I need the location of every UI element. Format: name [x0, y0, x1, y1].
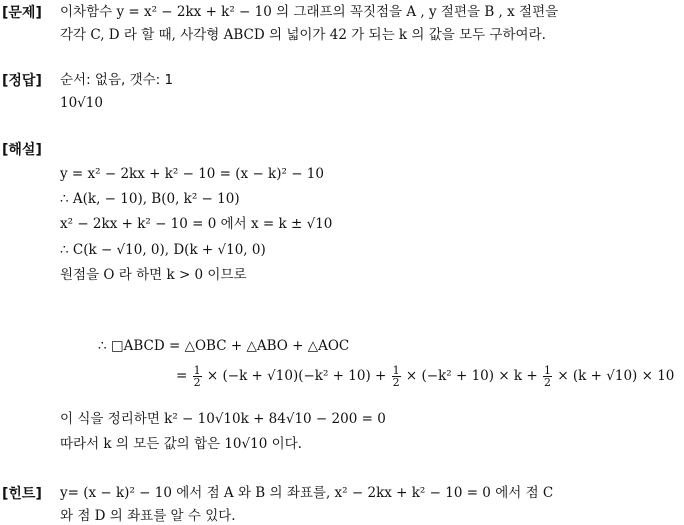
hint-line-2: 와 점 D 의 좌표를 알 수 있다.	[60, 508, 236, 524]
hint-label: [힌트]	[2, 486, 42, 502]
answer-label: [정답]	[2, 73, 42, 89]
solution-step-9: 따라서 k 의 모든 값의 합은 10√10 이다.	[60, 436, 302, 452]
answer-line-1: 순서: 없음, 갯수: 1	[60, 72, 174, 88]
solution-step-5: 원점을 O 라 하면 k > 0 이므로	[60, 267, 247, 283]
hint-line-1: y= (x − k)² − 10 에서 점 A 와 B 의 좌표를, x² − 2kx + k² − 10 = 0 에서 점 C	[60, 485, 554, 501]
answer-line-2: 10√10	[60, 95, 103, 111]
solution-area-equation: ∴ □ABCD = △OBC + △ABO + △AOC	[98, 338, 350, 354]
problem-label: [문제]	[2, 5, 42, 21]
problem-line-2: 각각 C, D 라 할 때, 사각형 ABCD 의 넓이가 42 가 되는 k 의 값을 모두 구하여라.	[60, 27, 546, 43]
term-3: × (k + √10) × 10	[557, 368, 675, 384]
problem-line-1: 이차함수 y = x² − 2kx + k² − 10 의 그래프의 꼭짓점을 A , y 절편을 B , x 절편을	[60, 4, 559, 20]
equals-sign: =	[176, 368, 188, 384]
solution-step-8: 이 식을 정리하면 k² − 10√10k + 84√10 − 200 = 0	[60, 411, 386, 427]
solution-step-2: ∴ A(k, − 10), B(0, k² − 10)	[60, 191, 240, 207]
solution-step-1: y = x² − 2kx + k² − 10 = (x − k)² − 10	[60, 166, 324, 182]
fraction-half-3: $\frac{1}{2}$	[544, 364, 552, 389]
solution-area-expansion	[176, 361, 674, 391]
term-1: × (−k + √10)(−k² + 10) +	[206, 368, 387, 384]
fraction-half-2: $\frac{1}{2}$	[392, 364, 400, 389]
fraction-half-1: $\frac{1}{2}$	[193, 364, 201, 389]
solution-step-3: x² − 2kx + k² − 10 = 0 에서 x = k ± √10	[60, 216, 333, 232]
solution-label: [해설]	[2, 142, 42, 158]
term-2: × (−k² + 10) × k +	[405, 368, 538, 384]
solution-step-4: ∴ C(k − √10, 0), D(k + √10, 0)	[60, 242, 266, 258]
